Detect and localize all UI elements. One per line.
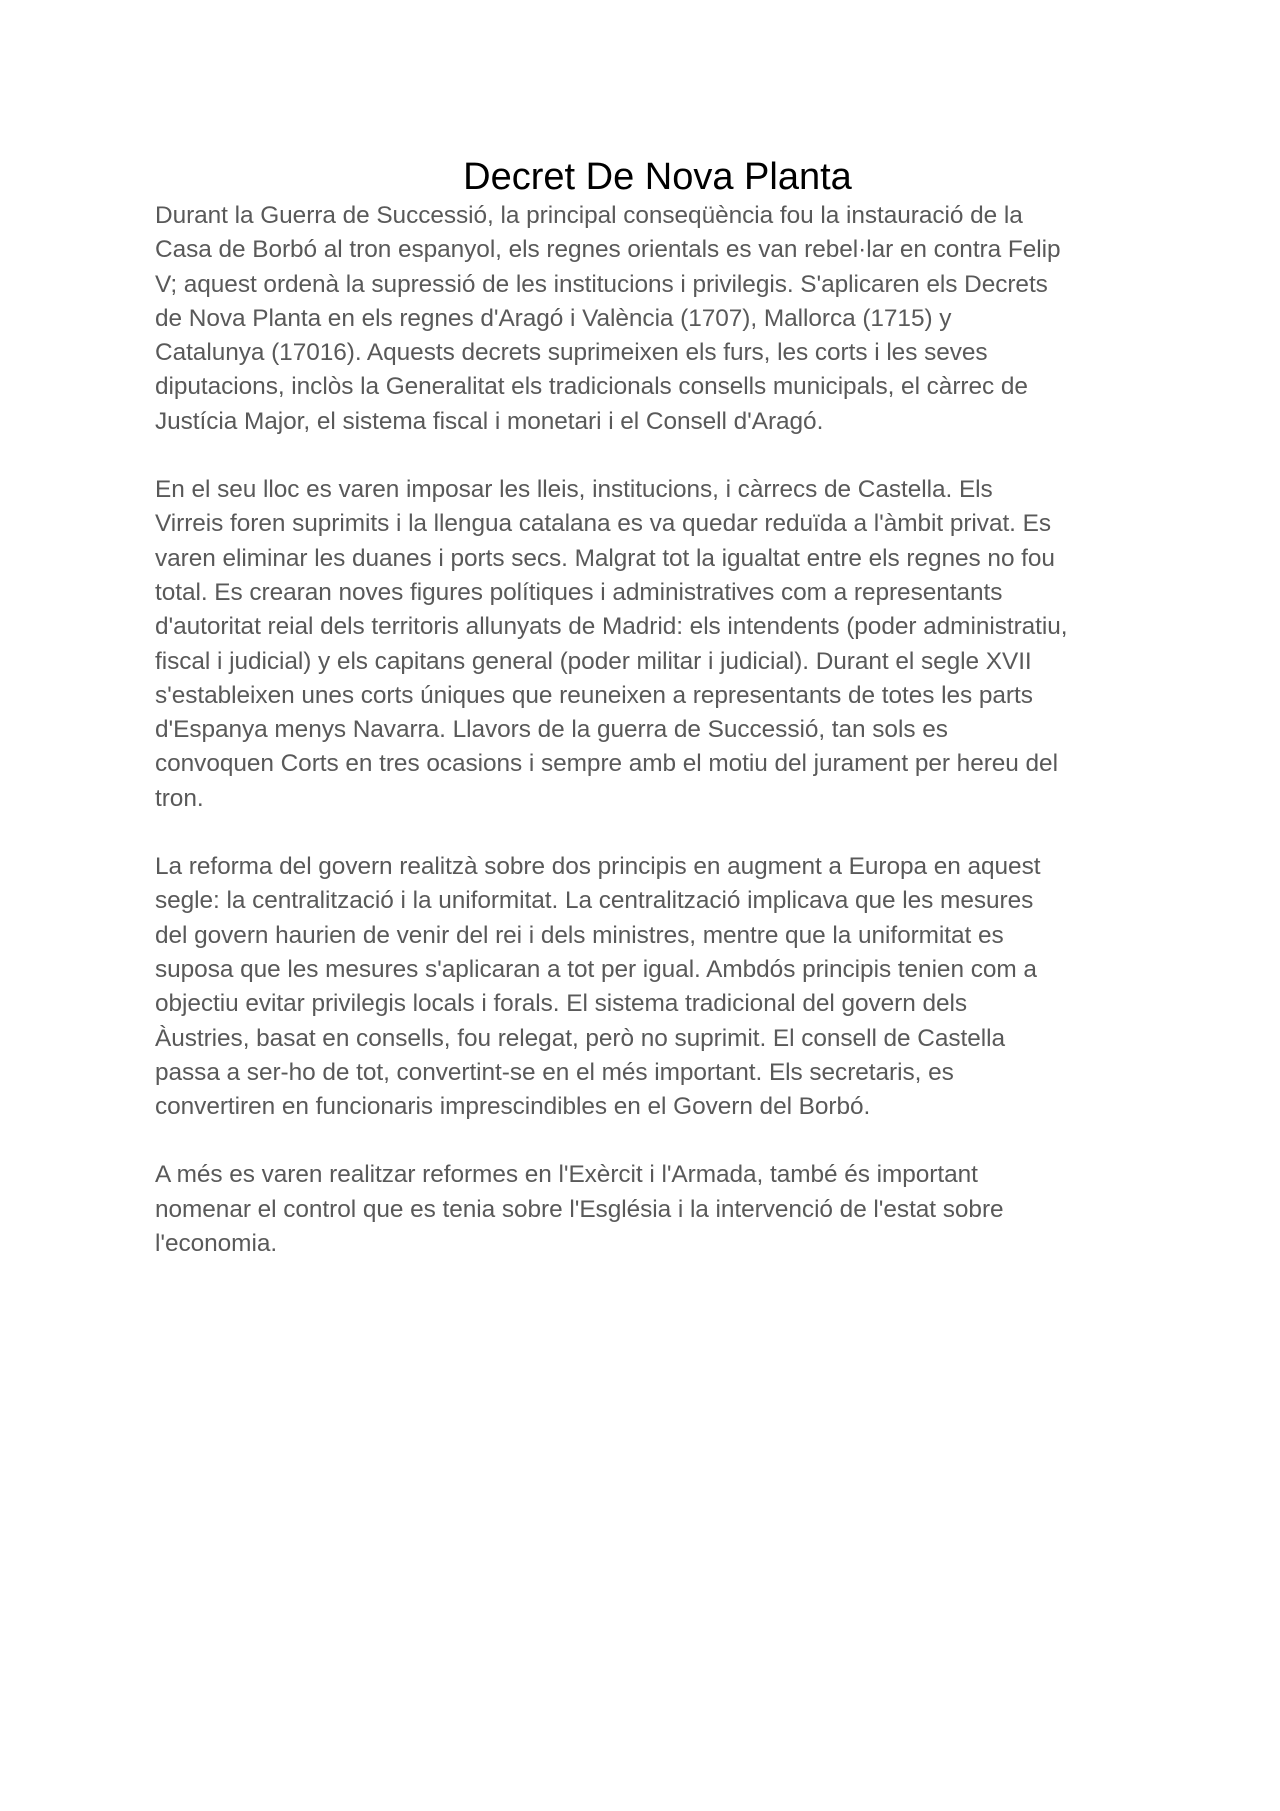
paragraph-line: tron. — [155, 784, 204, 812]
paragraph-3 — [155, 850, 1130, 1124]
paragraph-line: objectiu evitar privilegis locals i forals. El sistema tradicional del govern dels — [155, 990, 967, 1018]
paragraph-line: fiscal i judicial) y els capitans general (poder militar i judicial). Durant el segle XVII — [155, 647, 1032, 675]
paragraph-line: d'autoritat reial dels territoris allunyats de Madrid: els intendents (poder administratiu, — [155, 613, 1068, 641]
paragraph-line: total. Es crearan noves figures polítiques i administratives com a representants — [155, 578, 1003, 606]
paragraph-4 — [155, 1158, 1130, 1261]
paragraph-line: del govern haurien de venir del rei i dels ministres, mentre que la uniformitat es — [155, 921, 1004, 949]
paragraph-line: V; aquest ordenà la supressió de les institucions i privilegis. S'aplicaren els Decrets — [155, 270, 1048, 298]
paragraph-line: segle: la centralització i la uniformitat. La centralització implicava que les mesures — [155, 887, 1034, 915]
paragraph-line: varen eliminar les duanes i ports secs. Malgrat tot la igualtat entre els regnes no fou — [155, 544, 1055, 572]
paragraph-line: A més es varen realitzar reformes en l'Exèrcit i l'Armada, també és important — [155, 1161, 978, 1189]
paragraph-line: de Nova Planta en els regnes d'Aragó i València (1707), Mallorca (1715) y — [155, 304, 952, 332]
paragraph-line: nomenar el control que es tenia sobre l'Església i la intervenció de l'estat sobre — [155, 1195, 1004, 1223]
paragraph-line: En el seu lloc es varen imposar les lleis, institucions, i càrrecs de Castella. Els — [155, 476, 993, 504]
paragraph-line: Catalunya (17016). Aquests decrets suprimeixen els furs, les corts i les seves — [155, 339, 988, 367]
document-title: Decret De Nova Planta — [463, 156, 852, 198]
paragraph-line: passa a ser-ho de tot, convertint-se en el més important. Els secretaris, es — [155, 1058, 954, 1086]
paragraph-line: suposa que les mesures s'aplicaran a tot per igual. Ambdós principis tenien com a — [155, 955, 1037, 983]
paragraph-line: La reforma del govern realitzà sobre dos principis en augment a Europa en aquest — [155, 853, 1041, 881]
paragraph-line: Justícia Major, el sistema fiscal i monetari i el Consell d'Aragó. — [155, 407, 824, 435]
paragraph-line: l'economia. — [155, 1230, 278, 1258]
paragraph-line: diputacions, inclòs la Generalitat els tradicionals consells municipals, el càrrec de — [155, 373, 1028, 401]
paragraph-1 — [155, 199, 1130, 439]
paragraph-line: d'Espanya menys Navarra. Llavors de la guerra de Successió, tan sols es — [155, 716, 948, 744]
paragraph-line: Virreis foren suprimits i la llengua catalana es va quedar reduïda a l'àmbit privat. Es — [155, 510, 1051, 538]
paragraph-line: convoquen Corts en tres ocasions i sempre amb el motiu del jurament per hereu del — [155, 750, 1058, 778]
paragraph-line: Àustries, basat en consells, fou relegat, però no suprimit. El consell de Castella — [155, 1024, 1006, 1052]
paragraph-line: convertiren en funcionaris imprescindibles en el Govern del Borbó. — [155, 1093, 871, 1121]
paragraph-2 — [155, 473, 1130, 816]
paragraph-line: Durant la Guerra de Successió, la principal conseqüència fou la instauració de la — [155, 202, 1023, 229]
paragraph-line: s'estableixen unes corts úniques que reuneixen a representants de totes les parts — [155, 681, 1033, 709]
paragraph-line: Casa de Borbó al tron espanyol, els regnes orientals es van rebel·lar en contra Felip — [155, 236, 1061, 264]
document-page — [155, 155, 1130, 1295]
